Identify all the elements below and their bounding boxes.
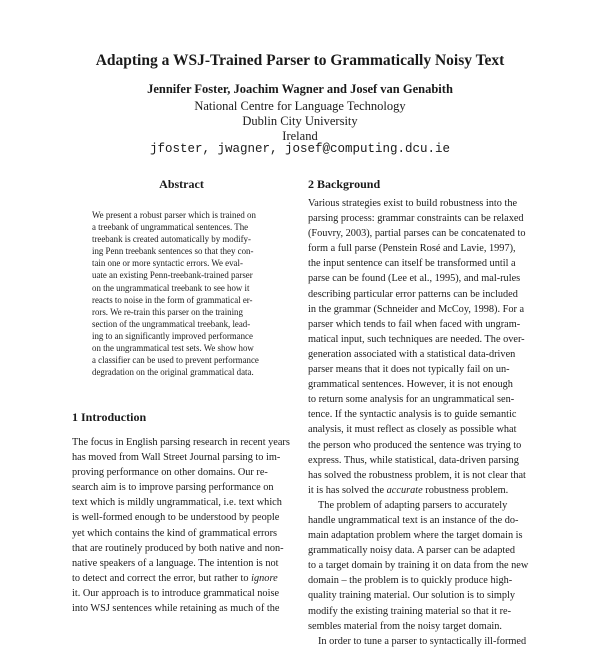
background-line: matical input, such techniques are needed. The over-	[308, 333, 525, 345]
author-list: Jennifer Foster, Joachim Wagner and Josef van Genabith	[147, 82, 453, 96]
background-line: form a full parse (Penstein Rosé and Lavie, 1997),	[308, 243, 516, 255]
abstract-line: rors. We re-train this parser on the training	[92, 306, 243, 317]
intro-line: has moved from Wall Street Journal parsing to im-	[72, 452, 281, 464]
background-line: grammatical sentences. However, it is not enough	[308, 379, 513, 391]
background-line: has solved the robustness problem, it is not clear that	[308, 469, 526, 481]
background-line: to return some analysis for an ungrammatical sen-	[308, 394, 515, 406]
background-line: quality training material. Our solution is to simply	[308, 590, 516, 602]
background-line: parser means that it does not typically fail on un-	[308, 364, 510, 376]
background-line-tail: robustness problem.	[422, 484, 509, 496]
background-line: express. Thus, while statistical, data-driven parsing	[308, 454, 519, 466]
background-line: parsing process: grammar constraints can be relaxed	[308, 213, 524, 225]
introduction-heading: 1 Introduction	[72, 410, 147, 424]
background-line: analysis, it must reflect as closely as possible what	[308, 424, 517, 436]
affiliation-university: Dublin City University	[242, 114, 358, 128]
abstract-line: ing Penn treebank sentences so that they con-	[92, 246, 254, 257]
abstract-line: ing to an significantly improved performance	[92, 330, 253, 341]
background-line: to a target domain by training it on data from the new	[308, 560, 529, 572]
background-line: describing particular error patterns can be included	[308, 288, 518, 300]
author-emails: jfoster, jwagner, josef@computing.dcu.ie	[149, 142, 451, 156]
background-line	[308, 483, 528, 498]
intro-line: search aim is to improve parsing performance on	[72, 482, 274, 494]
intro-line: into WSJ sentences while retaining as much of the	[72, 603, 280, 615]
background-line: parse can be found (Lee et al., 1995), and mal-rules	[308, 273, 521, 285]
affiliation-country: Ireland	[282, 129, 318, 143]
background-line: domain – the problem is to quickly produce high-	[308, 575, 513, 587]
background-body	[308, 196, 528, 649]
intro-line: yet which contains the kind of grammatical errors	[72, 527, 278, 539]
abstract-line: tain one or more syntactic errors. We eval-	[92, 258, 243, 269]
background-line: The problem of adapting parsers to accurately	[318, 499, 508, 511]
abstract-heading: Abstract	[159, 177, 204, 191]
abstract-line: a classifier can be used to prevent performance	[92, 355, 259, 366]
background-line: sembles material from the noisy target domain.	[308, 620, 502, 632]
abstract-line: a treebank of ungrammatical sentences. The	[92, 222, 249, 233]
intro-line: text which is mildly ungrammatical, i.e. text which	[72, 497, 282, 509]
affiliation-institution: National Centre for Language Technology	[194, 99, 406, 113]
background-line: Various strategies exist to build robustness into the	[308, 198, 518, 209]
intro-line	[72, 571, 290, 586]
background-heading: 2 Background	[308, 177, 381, 191]
background-line: main adaptation problem where the target domain is	[308, 530, 523, 542]
intro-line: it. Our approach is to introduce grammatical noise	[72, 587, 280, 599]
abstract-line: on the ungrammatical treebank to see how it	[92, 282, 250, 293]
abstract-line: treebank is created automatically by modify-	[92, 234, 251, 245]
abstract-body	[92, 209, 259, 378]
background-line: handle ungrammatical text is an instance of the do-	[308, 514, 519, 526]
introduction-body	[72, 435, 290, 616]
abstract-line: on the ungrammatical test sets. We show how	[92, 343, 254, 354]
background-line: modify the existing training material so that it re-	[308, 605, 512, 617]
background-line: in the grammar (Schneider and McCoy, 1998). For a	[308, 303, 525, 315]
italic-emphasis: ignore	[251, 572, 278, 584]
intro-line: that are routinely produced by both native and non-	[72, 542, 284, 554]
background-line: parser which tends to fail when faced with ungram-	[308, 318, 521, 330]
intro-line: is well-formed enough to be understood by people	[72, 512, 280, 524]
intro-line-text: to detect and correct the error, but rather to	[72, 572, 249, 584]
abstract-line: section of the ungrammatical treebank, lead-	[92, 318, 251, 329]
background-line-text: it is has solved the	[308, 484, 385, 496]
paper-title: Adapting a WSJ-Trained Parser to Grammatically Noisy Text	[95, 52, 505, 69]
italic-emphasis: accurate	[386, 484, 423, 496]
background-line: generation associated with a statistical data-driven	[308, 348, 516, 360]
background-line: the person who produced the sentence was trying to	[308, 439, 522, 451]
abstract-line: degradation on the original grammatical data.	[92, 367, 254, 378]
intro-line: The focus in English parsing research in recent years	[72, 437, 290, 448]
abstract-line: reacts to noise in the form of grammatical er-	[92, 294, 253, 305]
background-line: grammatically noisy data. A parser can be adapted	[308, 545, 516, 557]
background-line: In order to tune a parser to syntactically ill-formed	[318, 635, 527, 647]
background-line: the input sentence can itself be transformed until a	[308, 258, 516, 270]
background-line: tence. If the syntactic analysis is to guide semantic	[308, 409, 517, 421]
abstract-line: uate an existing Penn-treebank-trained parser	[92, 270, 253, 281]
background-line: (Fouvry, 2003), partial parses can be concatenated to	[308, 228, 526, 240]
intro-line: proving performance on other domains. Our re-	[72, 467, 268, 479]
abstract-line: We present a robust parser which is trained on	[92, 210, 256, 220]
intro-line: native speakers of a language. The intention is not	[72, 557, 279, 569]
